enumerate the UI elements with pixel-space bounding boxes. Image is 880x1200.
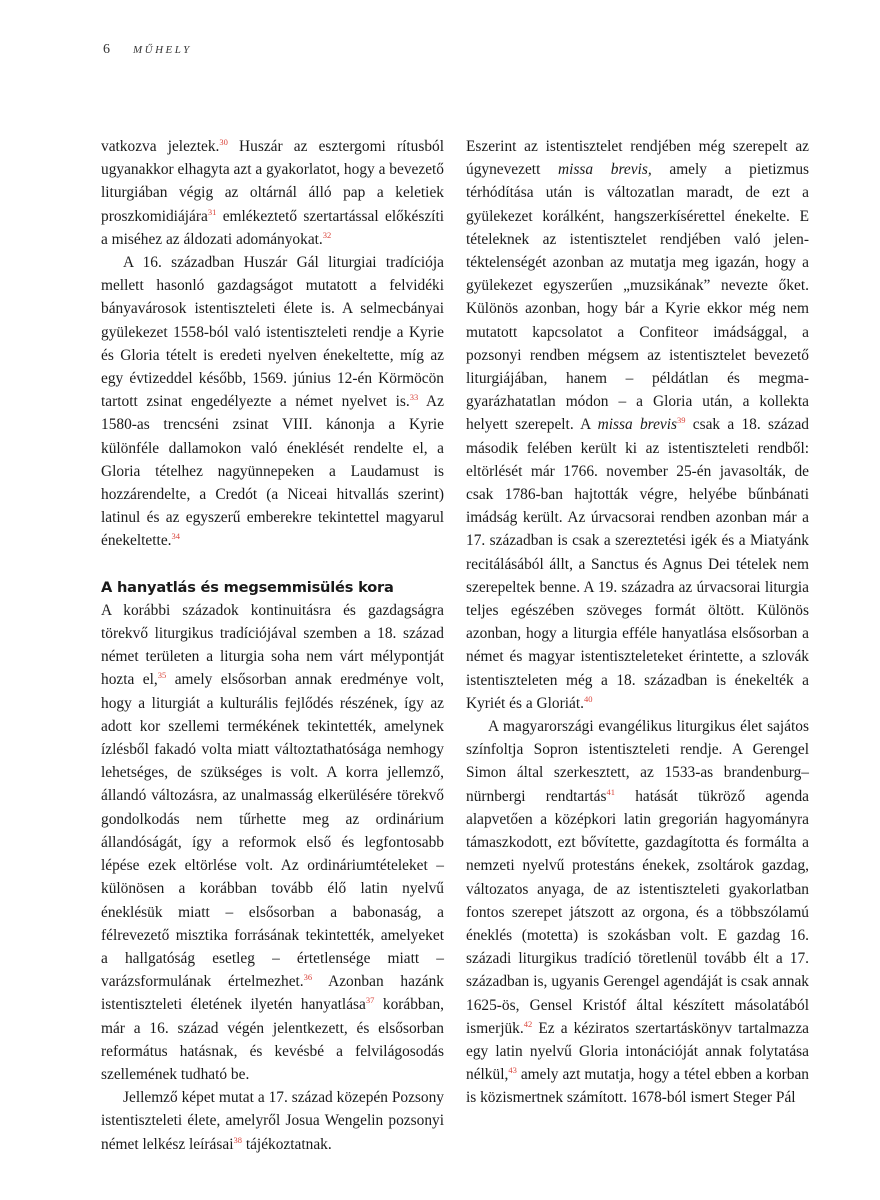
- footnote-ref[interactable]: 41: [606, 786, 615, 797]
- left-column: [101, 135, 444, 1156]
- running-head: [103, 42, 192, 58]
- paragraph: vatkozva jeleztek.$^{30}$ Huszár az esztergomi rítusból ugyanakkor elhagyta azt a gyakorlatot, hogy a bevezető liturgiában végig az oltárnál álló pap a keletiek proszkomidiájára$^{31}$ emlékeztető szertartással előkészíti a miséhez az áldozati adományokat.$^{32}$: [101, 136, 444, 248]
- footnote-ref[interactable]: 40: [583, 693, 593, 704]
- paragraph: Jellemző képet mutat a 17. század közepén Pozsony istentiszteleti élete, amelyről Josua Wengelin pozsonyi német lelkész leírásai$^{38}$ tájékoztatnak.: [101, 1089, 444, 1153]
- footnote-ref[interactable]: 38: [233, 1134, 242, 1145]
- footnote-ref[interactable]: 32: [322, 229, 332, 240]
- italic-term: missa brevis,: [558, 161, 652, 179]
- footnote-ref[interactable]: 36: [303, 971, 313, 982]
- paragraph: A 16. században Huszár Gál liturgiai tradíciója mellett hasonló gazdagságot mutatott a felvidéki bányavárosok istentiszteleti élete is. A selmecbányai gyülekezet 1558-ból való istentiszteleti rendje a Kyrie és Gloria tételt is eredeti nyelven énekeltette, míg az egy évtizeddel később, 1569. június 12-én Körmöcön tartott zsinat engedélyezte a német nyelvet is.$^{33}$ Az 1580-as trencséni zsinat VIII. kánonja a Kyrie különféle dallamokon való éneklését rendelte el, a Gloria tételhez nagyünnepeken a Laudamust is hozzárendelte, a Credót (a Niceai hitvallás szerint) latinul és az egyszerű emberekre tekintettel magyarul énekeltette.$^{34}$: [101, 254, 444, 550]
- footnote-ref[interactable]: 34: [171, 531, 180, 542]
- footnote-ref[interactable]: 35: [157, 670, 167, 681]
- paragraph: A korábbi századok kontinuitásra és gazdagságra törekvő liturgikus tradíciójával szemben a 18. század német területen a liturgia soha nem várt mélypontját hozta el,$^{35}$ amely elsősorban annak eredménye volt, hogy a liturgiát a kulturális fejlődés részének, így az adott kor szellemi termékének tekintették, amelynek ízlésből fakadó volta miatt változtathatósága nemhogy lehetséges, de szükséges is volt. A korra jellemző, állandó változásra, az unalmasság elkerülésére törekvő gondolkodás nem tűrhette meg az ordinárium állandóságát, így a reformok első és legfontosabb lépése ezek eltörlése volt. Az ordináriumtételeket – különösen a korábban tovább élő latin nyelvű éneklésük miatt – elsősorban a babonaság, a félrevezető misztika forrásának tekintették, amelyeket a hallgatóság esetleg – értetlensége miatt – varázsformulának értelmezhet.$^{36}$ Azonban hazánk istentiszteleti életének ilyetén hanyatlása$^{37}$ korábban, már a 16. század végén jelentkezett, és elsősorban református hatásnak, és kevésbé a felvilágosodás szellemének tudható be.: [101, 601, 445, 1083]
- paragraph: A magyarországi evangélikus liturgikus élet sajátos színfoltja Sopron istentiszteleti rendje. A Gerengel Simon által szerkesztett, az 1533-as brandenburg–nürnbergi rendtartás$^{41}$ hatását tükröző agenda alapvetően a középkori latin gregorián hagyományra támaszkodott, ezt bővítette, gazdagította és formálta a nemzeti nyelvű protestáns énekek, zsoltárok gazdag, változatos anyaga, de az istentiszteleti gyakorlatban fontos szerepet játszott az orgona, és a többszólamú éneklés (motetta) is szokásban volt. E gazdag 16. századi liturgikus tradíció töretlenül tovább élt a 17. században is, ugyanis Gerengel agendáját is csak annak 1625-ös, Gensel Kristóf által készített másolatából ismerjük.$^{42}$ Ez a kéziratos szertartáskönyv tartalmazza egy latin nyelvű Gloria intonációját annak folytatása nélkül,$^{43}$ amely azt mutatja, hogy a tétel ebben a korban is közismertnek számított. 1678-ból ismert Steger Pál: [466, 718, 809, 1107]
- footnote-ref[interactable]: 39: [677, 415, 686, 426]
- footnote-ref[interactable]: 31: [207, 206, 217, 217]
- footnote-ref[interactable]: 33: [409, 392, 419, 403]
- footnote-ref[interactable]: 42: [523, 1018, 533, 1029]
- footnote-ref[interactable]: 37: [365, 995, 375, 1006]
- section-title: MŰHELY: [133, 44, 192, 56]
- footnote-ref[interactable]: 43: [508, 1065, 517, 1075]
- footnote-ref[interactable]: 30: [219, 136, 228, 147]
- right-column: [466, 135, 809, 1110]
- paragraph: Eszerint az istentisztelet rendjében még szerepelt az úgynevezett missa brevis, amely a pietizmus térhódítása után is változatlan maradt, de ezt a gyülekezet korálként, hangszerkísérettel énekelte. E tételeknek az istentisztelet rendjében való jelentéktelenségét azonban az mutatja meg igazán, hogy a gyülekezet egyszerűen „muzsikának” nevezte őket. Különös azonban, hogy bár a Kyrie ekkor még nem mutatott kapcsolatot a Confiteor imádsággal, a pozsonyi rendben mégsem az istentisztelet bevezető liturgiájában, hanem – példátlan és megmagyarázhatatlan módon – a Gloria után, a kollekta helyett szerepelt. A missa brevis$^{39}$ csak a 18. század második felében került ki az istentiszteleti rendből: eltörlését már 1766. november 25-én javasolták, de csak 1786-ban hajtották végre, helyébe bűnbánati imádság került. Az úrvacsorai rendben azonban már a 17. században is csak a szereztetési igék és a Miatyánk recitálásából állt, a Sanctus és Agnus Dei tételek nem szerepeltek benne. A 19. századra az úrvacsorai liturgia teljes egészében szöveges formát öltött. Különös azonban, hogy a liturgia efféle hanyatlása elsősorban a német és magyar istentiszteleteket érintette, a szlovák istentiszteleten még a 18. században is énekelték a Kyriét és a Gloriát.$^{40}$: [466, 138, 810, 712]
- section-heading: A hanyatlás és megsemmisülés kora: [101, 578, 394, 596]
- page-number: 6: [103, 42, 110, 57]
- italic-term: missa brevis: [597, 416, 677, 434]
